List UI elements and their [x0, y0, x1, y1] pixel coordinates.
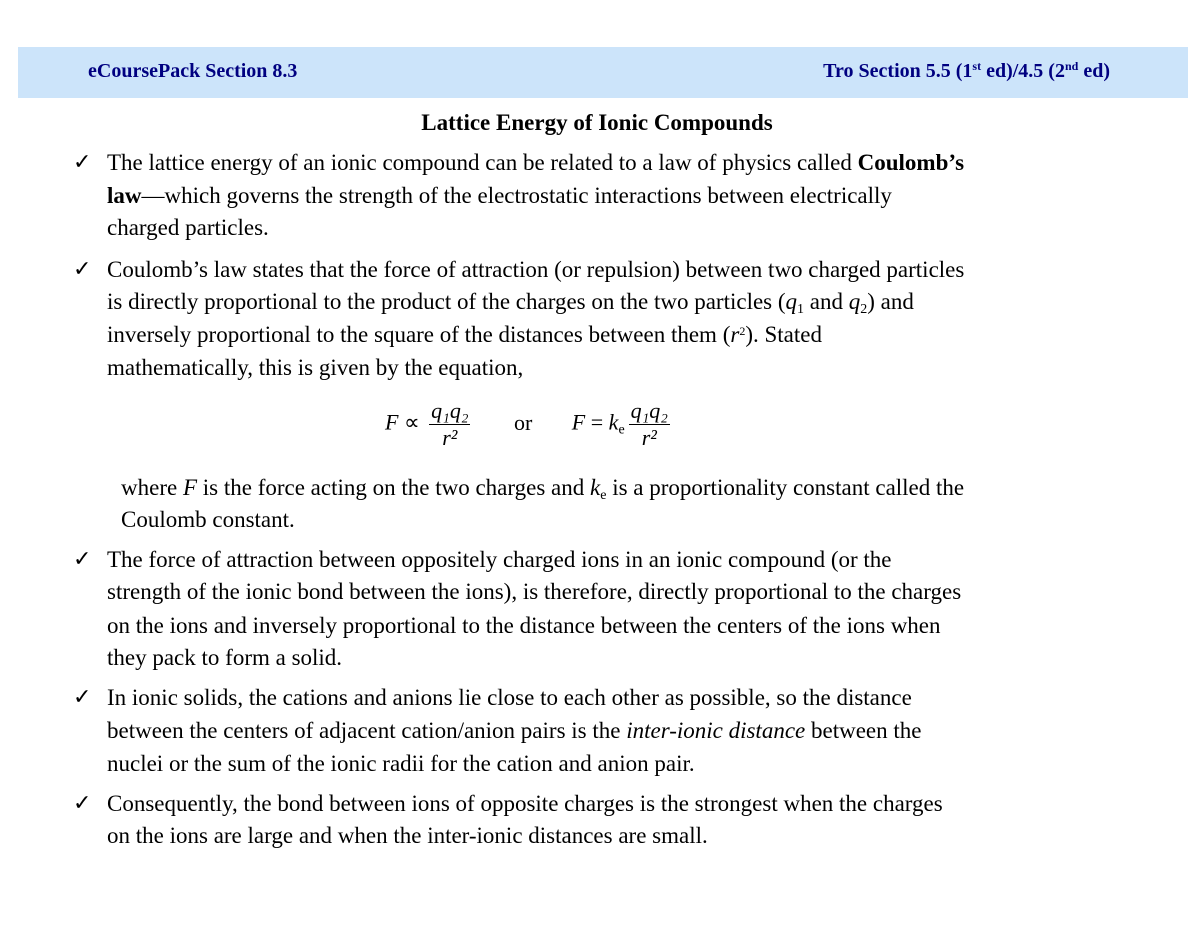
header-right: Tro Section 5.5 (1st ed)/4.5 (2nd ed)	[823, 59, 1110, 82]
header-left: eCoursePack Section 8.3	[88, 60, 298, 82]
bullet-1-line: The lattice energy of an ionic compound can be related to a law of physics called Coulomb’s	[107, 150, 965, 175]
where-line: where F is the force acting on the two charges and $k_e$ is a proportionality constant called the	[121, 475, 965, 503]
check-icon: ✓	[73, 256, 92, 281]
bullet-1-line: law—which governs the strength of the electrostatic interactions between electrically	[107, 183, 892, 208]
check-icon: ✓	[73, 790, 92, 815]
check-icon: ✓	[73, 149, 92, 174]
page-title: Lattice Energy of Ionic Compounds	[421, 110, 773, 135]
bullet-4-line: nuclei or the sum of the ionic radii for the cation and anion pair.	[107, 751, 695, 776]
bullet-1-line: charged particles.	[107, 215, 269, 240]
bullet-2-line: inversely proportional to the square of the distances between them $(r^2)$. Stated	[107, 322, 822, 347]
header-banner	[18, 47, 1188, 98]
bullet-2-line: mathematically, this is given by the equation,	[107, 355, 524, 380]
check-icon: ✓	[73, 684, 92, 709]
bullet-2-line: Coulomb’s law states that the force of attraction (or repulsion) between two charged particles	[107, 257, 965, 282]
bullet-4-line: In ionic solids, the cations and anions lie close to each other as possible, so the distance	[107, 685, 912, 710]
bullet-3-line: on the ions and inversely proportional to the distance between the centers of the ions when	[107, 613, 941, 638]
bullet-3-line: strength of the ionic bond between the ions), is therefore, directly proportional to the charges	[107, 579, 962, 604]
coulomb-equation: F ∝ $\frac{\text{q₁q₂}}{\text{r²}}$ or $F = k_e$ $\frac{\text{q₁q₂}}{\text{r²}}$	[385, 398, 668, 450]
bullet-5-line: Consequently, the bond between ions of opposite charges is the strongest when the charges	[107, 791, 943, 816]
bullet-2-line: is directly proportional to the product of the charges on the two particles ($q_1$ and $q_2$) and	[107, 289, 914, 317]
bullet-4-line: between the centers of adjacent cation/anion pairs is the inter-ionic distance between the	[107, 718, 922, 743]
where-line: Coulomb constant.	[121, 507, 295, 532]
bullet-3-line: The force of attraction between oppositely charged ions in an ionic compound (or the	[107, 547, 892, 572]
bullet-3-line: they pack to form a solid.	[107, 645, 343, 670]
bullet-5-line: on the ions are large and when the inter-ionic distances are small.	[107, 823, 708, 848]
check-icon: ✓	[73, 546, 92, 571]
